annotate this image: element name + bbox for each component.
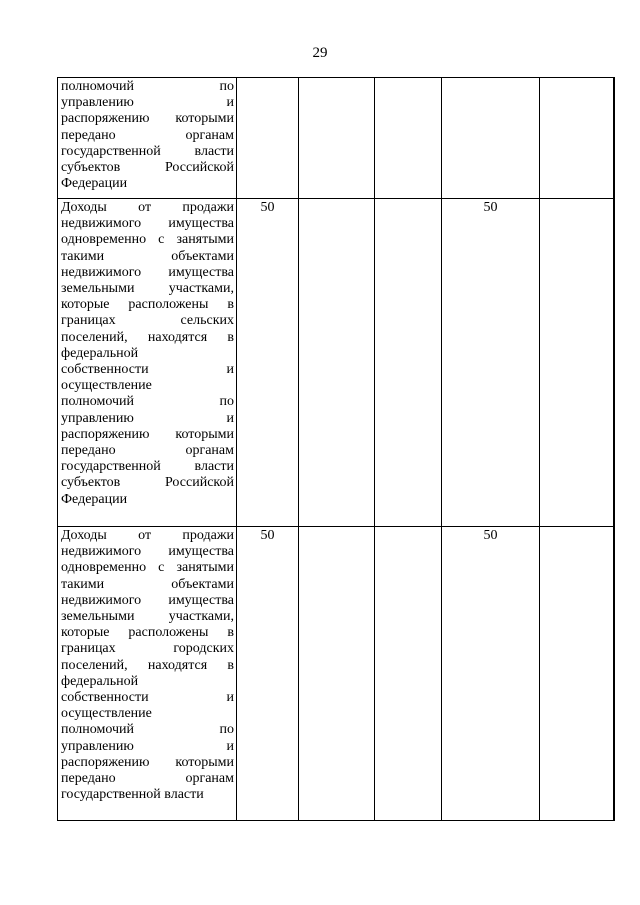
description-line: Доходы от продажи (61, 528, 234, 543)
description-line: одновременно с занятыми (61, 232, 234, 248)
description-line: такими объектами (61, 576, 234, 592)
description-line: государственной власти (61, 459, 234, 475)
description-line: осуществление (61, 378, 152, 394)
table-row (58, 199, 615, 527)
description-line: федеральной (61, 345, 139, 361)
value-cell-col-4 (442, 78, 540, 199)
value-cell-col-2 (299, 527, 375, 821)
revenue-description-cell (58, 78, 237, 199)
value-cell-col-5 (540, 78, 614, 199)
description-line: федеральной (61, 673, 139, 689)
description-line: полномочий по (61, 394, 234, 410)
description-line: которые расположены в (61, 297, 234, 313)
revenue-distribution-table (57, 77, 615, 821)
description-line: полномочий по (61, 79, 234, 94)
description-line: недвижимого имущества (61, 592, 234, 608)
value-cell-col-6 (614, 78, 615, 199)
description-line: собственности и (61, 690, 234, 706)
description-line: передано органам (61, 127, 234, 143)
description-line: недвижимого имущества (61, 264, 234, 280)
description-line: управлению и (61, 410, 234, 426)
value-cell-col-1: 50 (237, 527, 299, 821)
value-cell-col-1: 50 (237, 199, 299, 527)
value-cell-col-3 (375, 78, 442, 199)
value-cell-col-3 (375, 527, 442, 821)
description-line: земельными участками, (61, 281, 234, 297)
value-cell-col-1 (237, 78, 299, 199)
description-line: государственной власти (61, 787, 204, 803)
value-cell-col-5 (540, 527, 614, 821)
description-line: Доходы от продажи (61, 200, 234, 215)
description-line: такими объектами (61, 248, 234, 264)
description-line: границах городских (61, 641, 234, 657)
description-line: земельными участками, (61, 609, 234, 625)
table-row (58, 78, 615, 199)
value-cell-col-4: 50 (442, 199, 540, 527)
description-line: распоряжению которыми (61, 426, 234, 442)
value-cell-col-6 (614, 527, 615, 821)
description-line: собственности и (61, 362, 234, 378)
description-line: поселений, находятся в (61, 657, 234, 673)
table-row (58, 527, 615, 821)
page-number: 29 (312, 45, 328, 61)
value-cell-col-2 (299, 199, 375, 527)
description-line: субъектов Российской (61, 160, 234, 176)
description-line: управлению и (61, 738, 234, 754)
value-cell-col-5 (540, 199, 614, 527)
revenue-description-cell (58, 199, 237, 527)
value-cell-col-4: 50 (442, 527, 540, 821)
description-line: Федерации (61, 176, 128, 192)
description-line: передано органам (61, 771, 234, 787)
description-line: которые расположены в (61, 625, 234, 641)
description-line: управлению и (61, 95, 234, 111)
description-line: передано органам (61, 443, 234, 459)
description-line: границах сельских (61, 313, 234, 329)
description-line: распоряжению которыми (61, 111, 234, 127)
description-line: осуществление (61, 706, 152, 722)
description-line: Федерации (61, 491, 128, 507)
revenue-description-cell (58, 527, 237, 821)
description-line: государственной власти (61, 143, 234, 159)
description-line: субъектов Российской (61, 475, 234, 491)
description-line: распоряжению которыми (61, 754, 234, 770)
value-cell-col-3 (375, 199, 442, 527)
description-line: недвижимого имущества (61, 544, 234, 560)
value-cell-col-2 (299, 78, 375, 199)
description-line: поселений, находятся в (61, 329, 234, 345)
description-line: недвижимого имущества (61, 216, 234, 232)
description-line: одновременно с занятыми (61, 560, 234, 576)
value-cell-col-6 (614, 199, 615, 527)
description-line: полномочий по (61, 722, 234, 738)
